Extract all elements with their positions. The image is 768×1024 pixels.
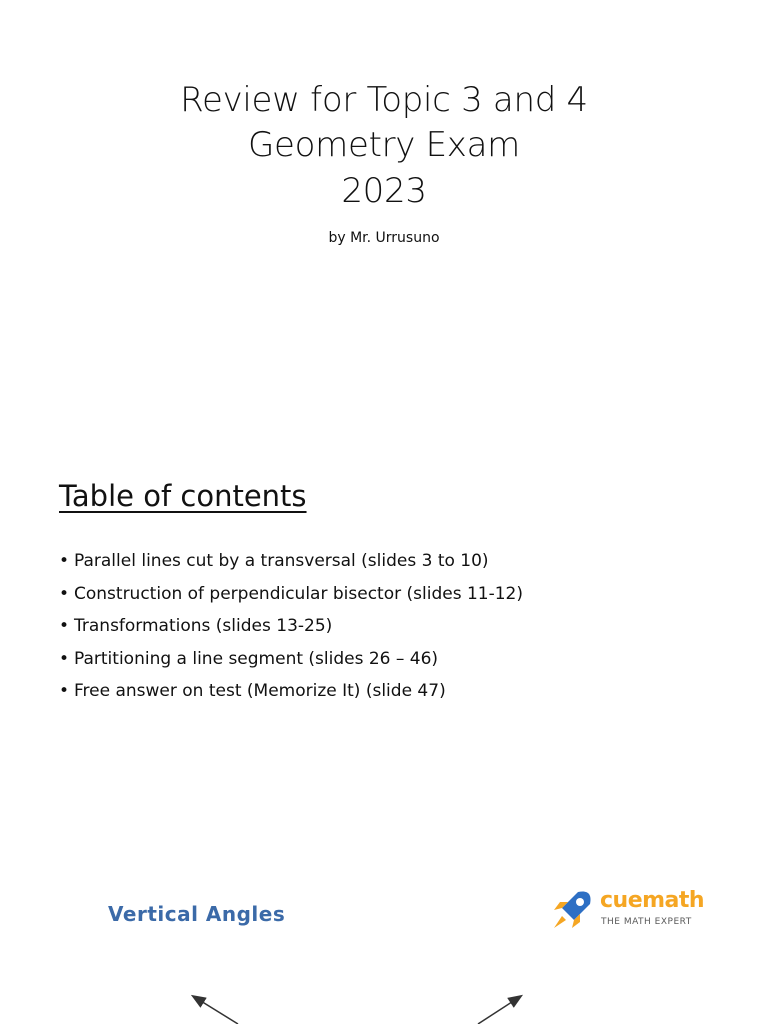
toc-item-text: Construction of perpendicular bisector (slides 11-12): [74, 583, 523, 604]
bullet-icon: •: [59, 616, 70, 636]
title-line-1: Review for Topic 3 and 4: [180, 80, 588, 120]
intersecting-lines-diagram: [0, 984, 768, 1024]
line-right: [478, 998, 518, 1024]
title-line-2: Geometry Exam: [247, 125, 520, 165]
toc-item: [59, 582, 523, 615]
bullet-icon: •: [59, 648, 70, 669]
toc-slide: [0, 432, 768, 864]
toc-item: [59, 549, 523, 582]
toc-heading: Table of contents: [59, 479, 307, 513]
toc-item: [59, 614, 523, 647]
vertical-angles-slide: [0, 864, 768, 1024]
cuemath-logo: [548, 886, 708, 936]
toc-item: [59, 647, 523, 680]
logo-tagline: THE MATH EXPERT: [601, 917, 692, 927]
title-line-3: 2023: [341, 171, 427, 211]
bullet-icon: •: [59, 681, 70, 701]
toc-list: [59, 549, 523, 712]
toc-item-text: Free answer on test (Memorize It) (slide 47): [74, 681, 446, 701]
toc-item-text: Parallel lines cut by a transversal (slides 3 to 10): [74, 551, 489, 571]
logo-name: cuemath: [600, 888, 705, 913]
toc-item: [59, 679, 523, 712]
toc-item-text: Transformations (slides 13-25): [74, 616, 333, 636]
vertical-angles-title: Vertical Angles: [108, 902, 286, 926]
toc-item-text: Partitioning a line segment (slides 26 – 46): [74, 648, 439, 669]
rocket-icon: [548, 886, 596, 934]
author-subtitle: by Mr. Urrusuno: [328, 230, 440, 246]
bullet-icon: •: [59, 583, 70, 604]
bullet-icon: •: [59, 551, 70, 571]
title-slide: [0, 0, 768, 432]
line-left: [196, 998, 238, 1024]
